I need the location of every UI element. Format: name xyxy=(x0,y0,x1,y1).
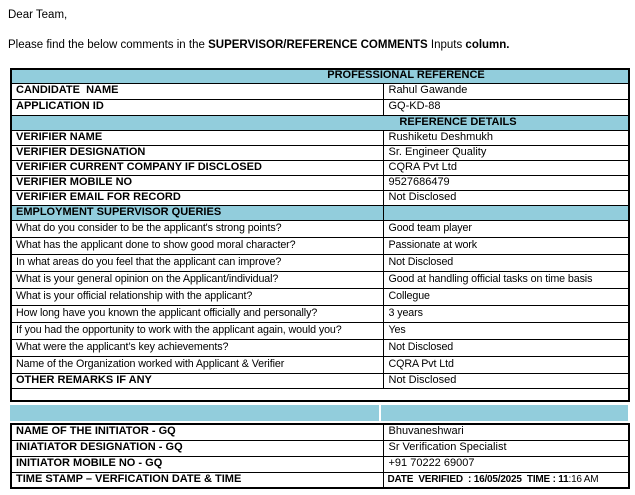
value-cell: Sr. Engineer Quality xyxy=(383,145,629,160)
table-row xyxy=(11,339,629,356)
timestamp-value-regular: :16 AM xyxy=(568,473,599,485)
spacer-row xyxy=(11,388,629,401)
label-cell: VERIFIER MOBILE NO xyxy=(11,175,383,190)
candidate-info-section xyxy=(11,83,629,115)
section-header-row xyxy=(11,115,629,130)
answer-cell: Collegue xyxy=(383,288,629,305)
value-cell: Not Disclosed xyxy=(383,373,629,388)
table-row xyxy=(11,373,629,388)
section-reference-details xyxy=(11,115,629,130)
label-cell: NAME OF THE INITIATOR - GQ xyxy=(11,424,383,440)
other-remarks-section xyxy=(11,373,629,401)
separator-band-left xyxy=(10,405,381,421)
answer-cell: Passionate at work xyxy=(383,237,629,254)
label-cell: APPLICATION ID xyxy=(11,99,383,115)
supervisor-queries-section xyxy=(11,220,629,373)
intro-text-pre: Please find the below comments in the xyxy=(8,39,209,51)
answer-cell: Not Disclosed xyxy=(383,339,629,356)
table-row xyxy=(11,99,629,115)
empty-cell xyxy=(11,388,629,401)
verifier-info-section xyxy=(11,130,629,205)
answer-cell: Not Disclosed xyxy=(383,254,629,271)
table-row xyxy=(11,160,629,175)
table-row xyxy=(11,288,629,305)
table-row xyxy=(11,254,629,271)
initiator-details-table xyxy=(10,423,630,489)
question-cell: What is your general opinion on the Applicant/individual? xyxy=(11,271,383,288)
label-cell: INIATIATOR DESIGNATION - GQ xyxy=(11,440,383,456)
label-cell: CANDIDATE NAME xyxy=(11,83,383,99)
answer-cell: Yes xyxy=(383,322,629,339)
timestamp-section xyxy=(11,472,629,488)
label-cell: VERIFIER DESIGNATION xyxy=(11,145,383,160)
value-cell: Not Disclosed xyxy=(383,190,629,205)
section-header-reference-details: REFERENCE DETAILS xyxy=(11,115,629,130)
table-row xyxy=(11,424,629,440)
answer-cell: Good at handling official tasks on time basis xyxy=(383,271,629,288)
section-header-row xyxy=(11,205,629,220)
label-cell: VERIFIER EMAIL FOR RECORD xyxy=(11,190,383,205)
label-cell: OTHER REMARKS IF ANY xyxy=(11,373,383,388)
initiator-info-section xyxy=(11,424,629,472)
professional-reference-table xyxy=(10,68,630,402)
value-cell: 9527686479 xyxy=(383,175,629,190)
blue-separator-band xyxy=(10,405,628,421)
table-row xyxy=(11,305,629,322)
label-cell: VERIFIER CURRENT COMPANY IF DISCLOSED xyxy=(11,160,383,175)
table-row xyxy=(11,440,629,456)
intro-text-inputs: Inputs xyxy=(427,39,466,51)
value-cell: CQRA Pvt Ltd xyxy=(383,160,629,175)
value-cell: Bhuvaneshwari xyxy=(383,424,629,440)
section-header-employment-supervisor-queries: EMPLOYMENT SUPERVISOR QUERIES xyxy=(11,205,383,220)
table-row xyxy=(11,220,629,237)
question-cell: What do you consider to be the applicant's strong points? xyxy=(11,220,383,237)
label-cell: INITIATOR MOBILE NO - GQ xyxy=(11,456,383,472)
separator-band-right xyxy=(381,405,628,421)
intro-line xyxy=(8,39,635,52)
timestamp-value-cell xyxy=(383,472,629,488)
question-cell: What were the applicant’s key achievements? xyxy=(11,339,383,356)
question-cell: In what areas do you feel that the applicant can improve? xyxy=(11,254,383,271)
table-row xyxy=(11,237,629,254)
question-cell: Name of the Organization worked with Applicant & Verifier xyxy=(11,356,383,373)
value-cell: GQ-KD-88 xyxy=(383,99,629,115)
table-row xyxy=(11,356,629,373)
question-cell: How long have you known the applicant officially and personally? xyxy=(11,305,383,322)
question-cell: What is your official relationship with the applicant? xyxy=(11,288,383,305)
greeting-text: Dear Team, xyxy=(8,9,68,21)
table-row xyxy=(11,456,629,472)
intro-text-supervisor-comments: SUPERVISOR/REFERENCE COMMENTS xyxy=(208,39,428,51)
table-row xyxy=(11,175,629,190)
answer-cell: 3 years xyxy=(383,305,629,322)
table-row xyxy=(11,145,629,160)
table-row xyxy=(11,190,629,205)
question-cell: What has the applicant done to show good moral character? xyxy=(11,237,383,254)
intro-text-column: column. xyxy=(465,39,510,51)
table-row xyxy=(11,322,629,339)
section-header-professional-reference: PROFESSIONAL REFERENCE xyxy=(11,69,629,83)
timestamp-value-bold: DATE VERIFIED : 16/05/2025 TIME : 11 xyxy=(387,473,569,485)
table-row xyxy=(11,130,629,145)
section-header-row xyxy=(11,69,629,83)
question-cell: If you had the opportunity to work with the applicant again, would you? xyxy=(11,322,383,339)
section-header-empty-cell xyxy=(383,205,629,220)
value-cell: Rushiketu Deshmukh xyxy=(383,130,629,145)
value-cell: Sr Verification Specialist xyxy=(383,440,629,456)
table-row xyxy=(11,83,629,99)
table-row xyxy=(11,472,629,488)
answer-cell: Good team player xyxy=(383,220,629,237)
value-cell: Rahul Gawande xyxy=(383,83,629,99)
value-cell: +91 70222 69007 xyxy=(383,456,629,472)
timestamp-label-cell: TIME STAMP – VERFICATION DATE & TIME xyxy=(11,472,383,488)
section-professional-reference xyxy=(11,69,629,83)
section-employment-supervisor-queries xyxy=(11,205,629,220)
label-cell: VERIFIER NAME xyxy=(11,130,383,145)
answer-cell: CQRA Pvt Ltd xyxy=(383,356,629,373)
table-row xyxy=(11,271,629,288)
